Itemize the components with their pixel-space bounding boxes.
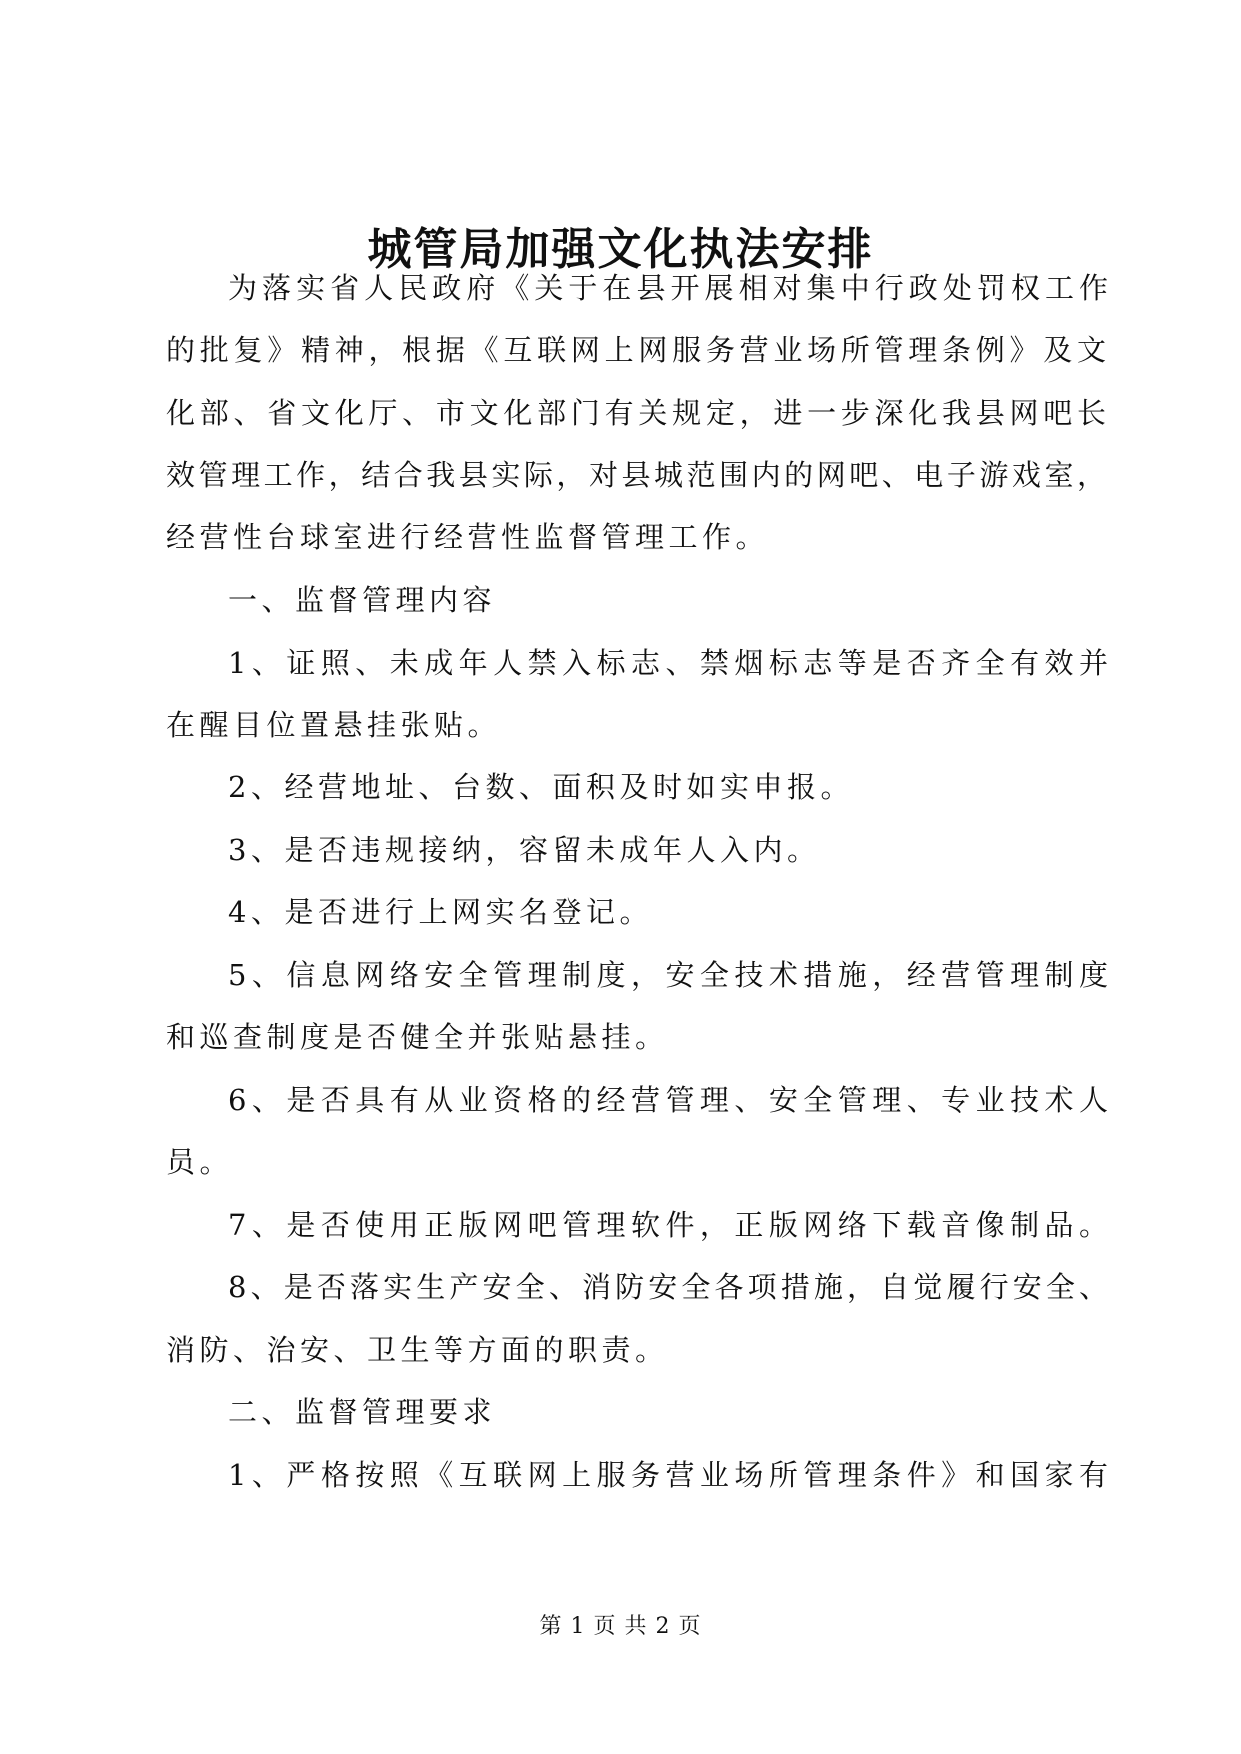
body-line: 1、证照、未成年人禁入标志、禁烟标志等是否齐全有效并: [228, 646, 1108, 680]
body-line: 消防、治安、卫生等方面的职责。: [166, 1333, 669, 1367]
document-title: 城管局加强文化执法安排: [367, 224, 874, 275]
section-heading: 二、监督管理要求: [228, 1395, 497, 1429]
body-line: 1、严格按照《互联网上服务营业场所管理条件》和国家有: [228, 1458, 1108, 1492]
body-line: 为落实省人民政府《关于在县开展相对集中行政处罚权工作: [228, 271, 1108, 305]
body-line: 在醒目位置悬挂张贴。: [166, 708, 502, 742]
body-line: 8、是否落实生产安全、消防安全各项措施，自觉履行安全、: [228, 1270, 1108, 1304]
section-heading: 一、监督管理内容: [228, 583, 497, 617]
body-line: 和巡查制度是否健全并张贴悬挂。: [166, 1020, 669, 1054]
page-footer: 第 1 页 共 2 页: [539, 1614, 702, 1639]
body-line: 经营性台球室进行经营性监督管理工作。: [166, 520, 770, 554]
body-line: 5、信息网络安全管理制度，安全技术措施，经营管理制度: [228, 958, 1108, 992]
body-line: 化部、省文化厅、市文化部门有关规定，进一步深化我县网吧长: [166, 396, 1106, 430]
body-line: 4、是否进行上网实名登记。: [228, 895, 653, 929]
body-line: 7、是否使用正版网吧管理软件，正版网络下载音像制品。: [228, 1208, 1108, 1242]
body-line: 的批复》精神，根据《互联网上网服务营业场所管理条例》及文: [166, 333, 1106, 367]
body-line: 3、是否违规接纳，容留未成年人入内。: [228, 833, 821, 867]
body-line: 6、是否具有从业资格的经营管理、安全管理、专业技术人: [228, 1083, 1108, 1117]
body-line: 效管理工作，结合我县实际，对县城范围内的网吧、电子游戏室，: [166, 458, 1106, 492]
body-line: 2、经营地址、台数、面积及时如实申报。: [228, 770, 854, 804]
body-line: 员。: [166, 1145, 234, 1179]
